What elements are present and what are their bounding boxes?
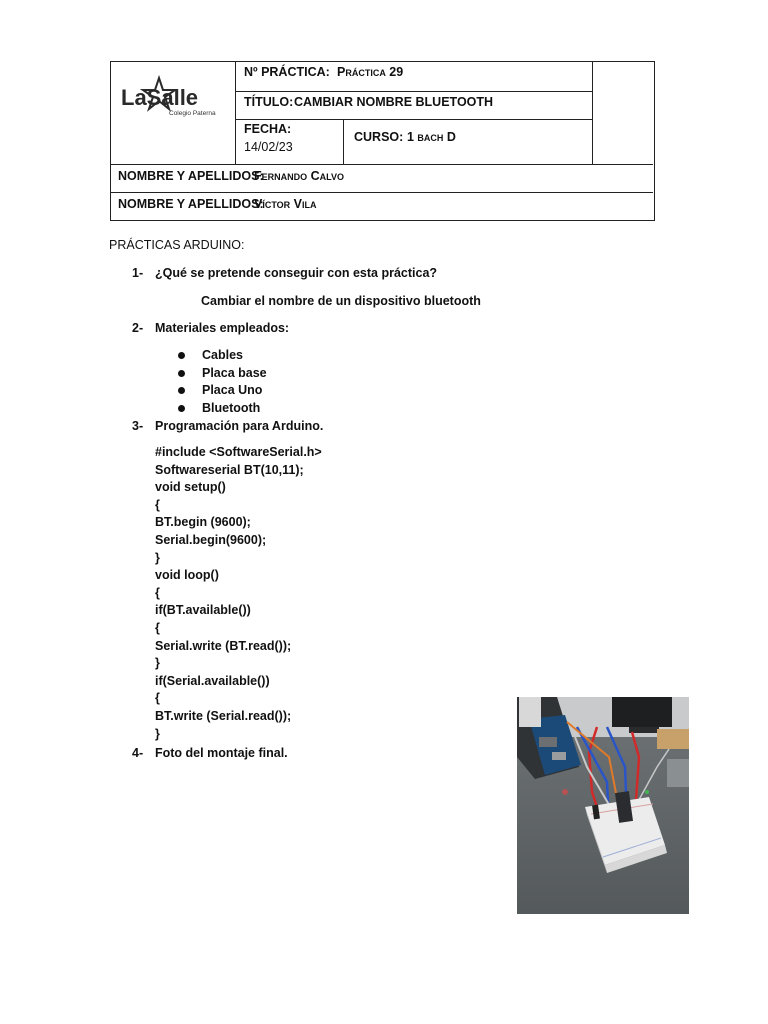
- code-line: {: [155, 497, 160, 512]
- titulo-label: TÍTULO:: [244, 95, 294, 109]
- list-item: Bluetooth: [178, 400, 267, 418]
- code-line: void setup(): [155, 480, 226, 495]
- code-line: {: [155, 585, 160, 600]
- montaje-photo-image: [517, 697, 689, 914]
- section-title: PRÁCTICAS ARDUINO:: [109, 238, 245, 252]
- code-line: Serial.write (BT.read());: [155, 638, 292, 653]
- list-item: Cables: [178, 347, 267, 365]
- code-line: }: [155, 550, 160, 565]
- q4-text: Foto del montaje final.: [155, 746, 288, 760]
- practica-label: Nº PRÁCTICA:: [244, 65, 330, 79]
- nombre1-cell: [111, 165, 653, 193]
- code-line: Softwareserial BT(10,11);: [155, 462, 304, 477]
- curso-cell: [344, 120, 593, 165]
- code-line: {: [155, 620, 160, 635]
- code-line: }: [155, 656, 160, 671]
- q2-number: 2-: [132, 321, 144, 335]
- materials-list: [178, 347, 267, 417]
- code-line: {: [155, 691, 160, 706]
- lasalle-logo: [117, 72, 229, 122]
- code-line: void loop(): [155, 568, 219, 583]
- q1-answer: Cambiar el nombre de un dispositivo bluetooth: [201, 294, 481, 308]
- q3-text: Programación para Arduino.: [155, 419, 324, 433]
- code-line: BT.write (Serial.read());: [155, 708, 292, 723]
- code-line: }: [155, 726, 160, 741]
- code-line: #include <SoftwareSerial.h>: [155, 445, 322, 459]
- code-line: if(Serial.available()): [155, 673, 270, 688]
- practica-value: Práctica 29: [337, 65, 404, 79]
- list-item: Placa base: [178, 365, 267, 383]
- q2-text: Materiales empleados:: [155, 321, 290, 335]
- q1-number: 1-: [132, 266, 144, 280]
- q1-text: ¿Qué se pretende conseguir con esta práctica?: [155, 266, 438, 280]
- bullet-icon: [178, 352, 185, 359]
- curso-value: 1 bach D: [407, 130, 456, 144]
- logo-cell: [111, 62, 236, 165]
- titulo-cell: [236, 92, 593, 120]
- fecha-cell: [236, 120, 344, 165]
- code-line: BT.begin (9600);: [155, 515, 251, 530]
- nombre1-value: Fernando Calvo: [254, 169, 344, 183]
- bullet-icon: [178, 370, 185, 377]
- q3-number: 3-: [132, 419, 144, 433]
- arduino-code: [155, 444, 322, 743]
- q4-number: 4-: [132, 746, 144, 760]
- practica-cell: [236, 62, 593, 92]
- montaje-photo: [517, 697, 689, 914]
- bullet-icon: [178, 405, 185, 412]
- nombre1-label: NOMBRE Y APELLIDOS:: [118, 169, 264, 183]
- code-line: if(BT.available()): [155, 603, 251, 618]
- nombre2-label: NOMBRE Y APELLIDOS:: [118, 197, 264, 211]
- header-table: [110, 61, 655, 221]
- titulo-value: CAMBIAR NOMBRE BLUETOOTH: [294, 95, 494, 109]
- list-item: Placa Uno: [178, 382, 267, 400]
- blank-cell: [593, 62, 653, 165]
- curso-label: CURSO:: [354, 130, 404, 144]
- logo-subtext: Colegio Paterna: [169, 110, 216, 117]
- nombre2-cell: [111, 193, 653, 220]
- logo-text: LaSalle: [121, 85, 199, 110]
- bullet-icon: [178, 387, 185, 394]
- code-line: Serial.begin(9600);: [155, 532, 267, 547]
- nombre2-value: Víctor Vila: [254, 197, 317, 211]
- fecha-label: FECHA:: [244, 122, 292, 136]
- fecha-value: 14/02/23: [244, 140, 293, 154]
